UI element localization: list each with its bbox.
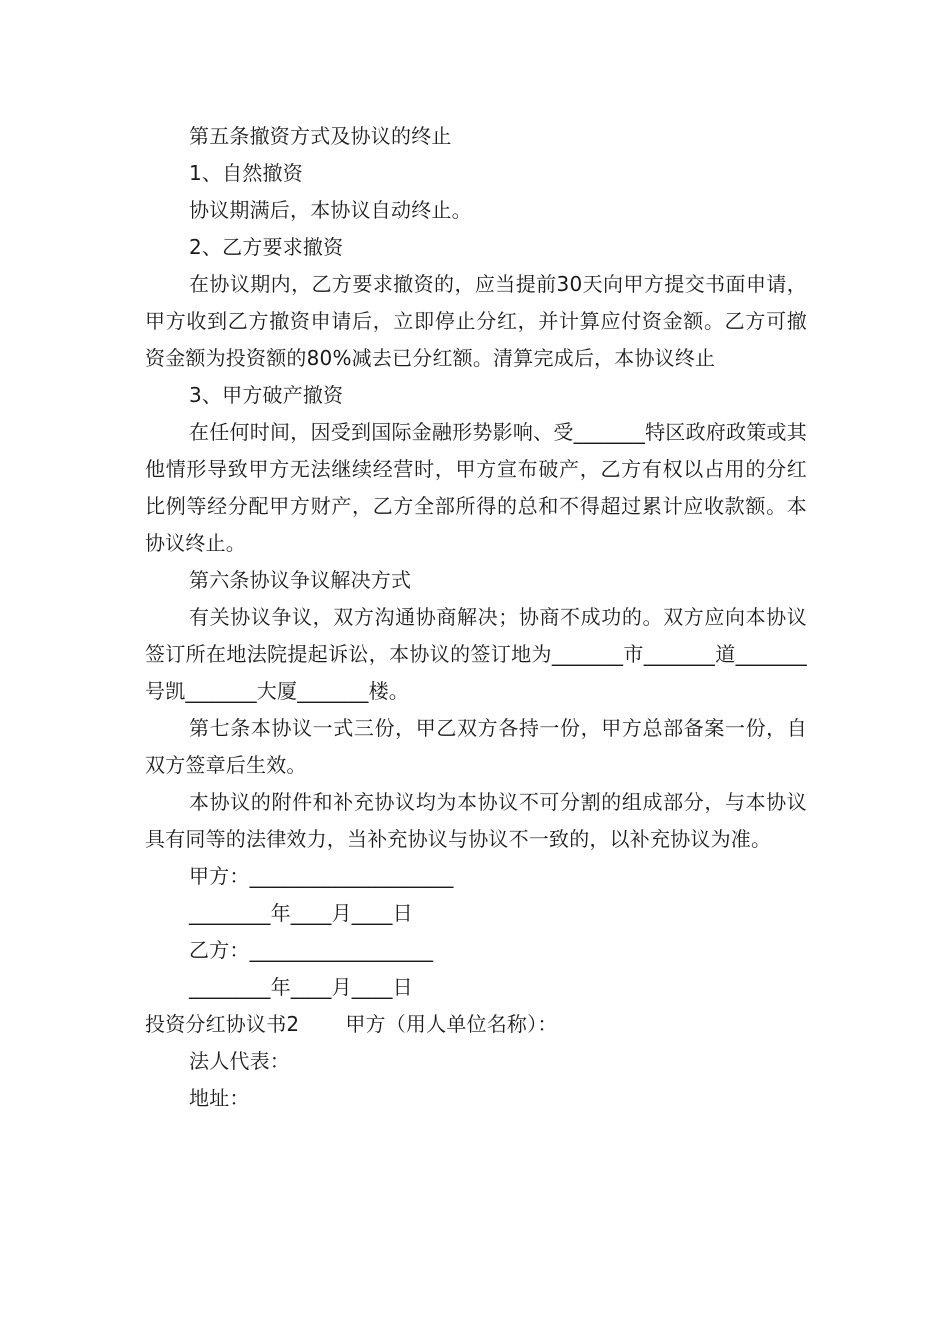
- legal-representative-label: 法人代表：: [189, 1049, 290, 1073]
- article-7-text: 第七条本协议一式三份，甲乙双方各持一份，甲方总部备案一份，自双方签章后生效。: [145, 716, 807, 777]
- article-5-item-3-text: 在任何时间，因受到国际金融形势影响、受_______特区政府政策或其他情形导致甲方无法继续经营时，甲方宣布破产，乙方有权以占用的分红比例等经分配甲方财产，乙方全部所得的总和不得超过累计应收款额。本协议终止。: [145, 420, 807, 555]
- article-5-item-1-text: 协议期满后，本协议自动终止。: [189, 198, 472, 222]
- party-b-date: ________年____月____日: [189, 975, 413, 999]
- article-5-item-2-text: 在协议期内，乙方要求撤资的，应当提前30天向甲方提交书面申请，甲方收到乙方撤资申请后，立即停止分红，并计算应付资金额。乙方可撤资金额为投资额的80%减去已分红额。清算完成后，本协议终止: [145, 272, 807, 370]
- address-label: 地址：: [189, 1086, 250, 1110]
- party-b-signature: 乙方：__________________: [189, 938, 434, 962]
- article-5-item-3-title: 3、甲方破产撤资: [189, 383, 344, 407]
- article-6-title: 第六条协议争议解决方式: [189, 568, 412, 592]
- article-5-title: 第五条撤资方式及协议的终止: [189, 124, 452, 148]
- next-agreement-heading: [145, 1006, 807, 1043]
- party-a-date: ________年____月____日: [189, 901, 413, 925]
- article-6-text: 有关协议争议，双方沟通协商解决；协商不成功的。双方应向本协议签订所在地法院提起诉讼，本协议的签订地为_______市_______道_______号凯_______大厦_______楼。: [145, 605, 807, 703]
- next-agreement-title: 投资分红协议书2: [145, 1012, 300, 1036]
- article-5-item-1-title: 1、自然撤资: [189, 161, 303, 185]
- next-party-a-label: 甲方（用人单位名称）：: [345, 1012, 558, 1036]
- article-5-item-2-title: 2、乙方要求撤资: [189, 235, 344, 259]
- document-body: [145, 118, 807, 1117]
- party-a-signature: 甲方：____________________: [189, 864, 454, 888]
- annex-text: 本协议的附件和补充协议均为本协议不可分割的组成部分，与本协议具有同等的法律效力，当补充协议与协议不一致的，以补充协议为准。: [145, 790, 807, 851]
